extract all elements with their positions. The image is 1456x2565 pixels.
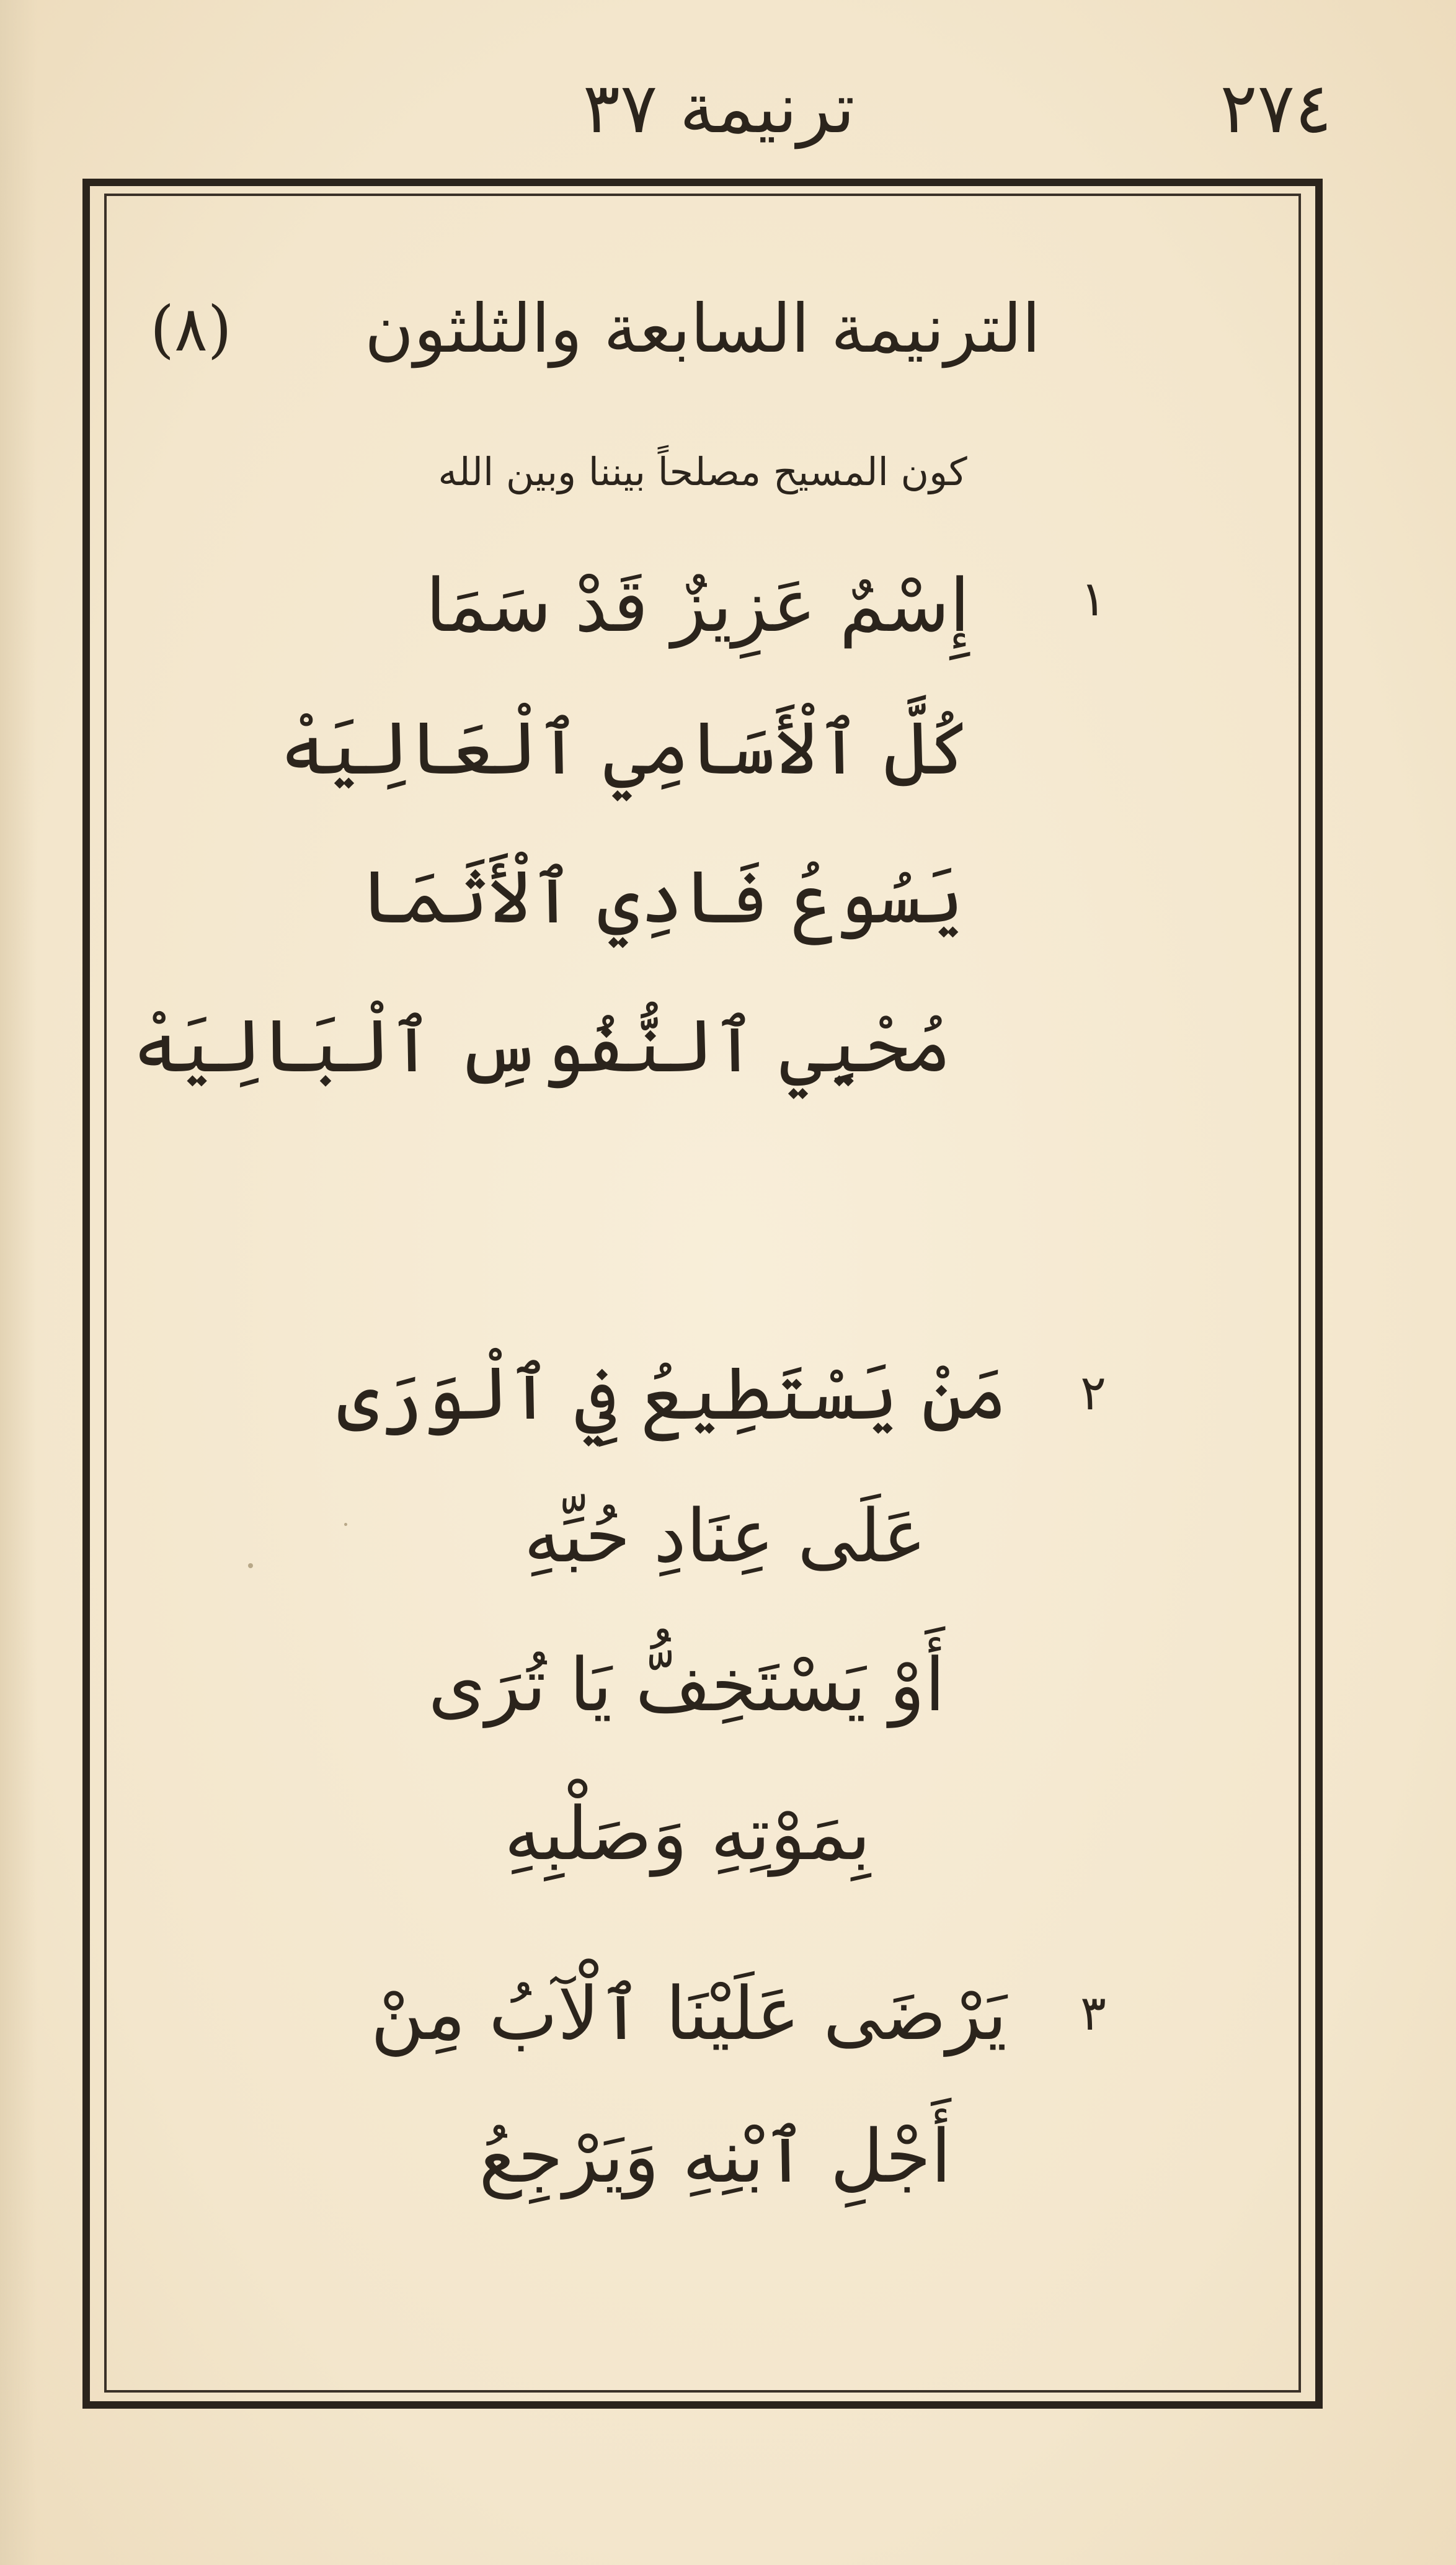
- verse-line: مُحْيِي ٱلنُّفُوسِ ٱلْبَالِيَهْ: [133, 1003, 951, 1089]
- verse-line: أَجْلِ ٱبْنِهِ وَيَرْجِعُ: [479, 2113, 951, 2199]
- verse-line: إِسْمٌ عَزِيزٌ قَدْ سَمَا: [425, 563, 970, 648]
- paper-speck: [248, 1563, 253, 1568]
- running-title: ترنيمة ٣٧: [583, 68, 855, 149]
- gutter-shadow: [0, 0, 37, 2565]
- hymn-tune-number: (٨): [150, 293, 232, 365]
- verse-line: يَرْضَى عَلَيْنَا ٱلْآبُ مِنْ: [370, 1971, 1007, 2056]
- verse-line: يَسُوعُ فَادِي ٱلْأَثَمَا: [360, 854, 964, 940]
- hymn-content: [107, 196, 1298, 2390]
- verse-line: عَلَى عِنَادِ حُبِّهِ: [523, 1493, 926, 1579]
- stanza-number: ١: [1080, 571, 1106, 627]
- hymn-title: الترنيمة السابعة والثلثون: [364, 290, 1041, 368]
- page-number: ٢٧٤: [1220, 68, 1332, 149]
- verse-line: بِمَوْتِهِ وَصَلْبِهِ: [504, 1791, 871, 1876]
- verse-line: مَنْ يَسْتَطِيعُ فِي ٱلْوَرَى: [337, 1350, 1007, 1436]
- paper-speck: [344, 1523, 347, 1526]
- verse-line: أَوْ يَسْتَخِفُّ يَا تُرَى: [428, 1642, 945, 1728]
- stanza-number: ٢: [1080, 1365, 1106, 1421]
- verse-line: كُلَّ ٱلْأَسَامِي ٱلْعَالِيَهْ: [280, 705, 970, 791]
- hymn-subtitle: كون المسيح مصلحاً بيننا وبين الله: [438, 449, 967, 494]
- running-head: [0, 59, 1456, 158]
- stanza-number: ٣: [1080, 1986, 1106, 2041]
